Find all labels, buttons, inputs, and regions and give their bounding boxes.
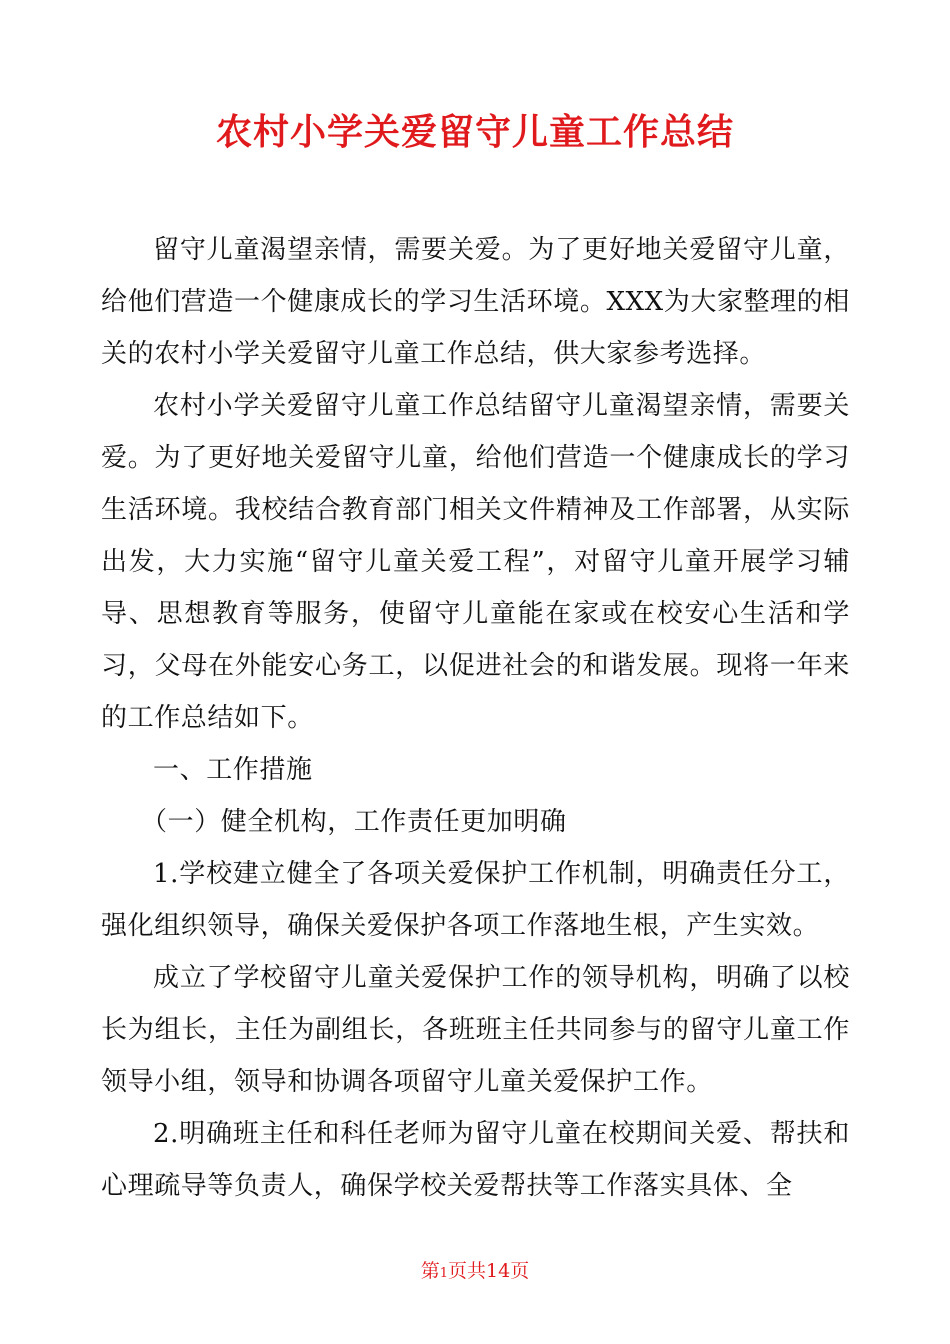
paragraph-summary: 农村小学关爱留守儿童工作总结留守儿童渴望亲情，需要关爱。为了更好地关爱留守儿童，给他们营造一个健康成长的学习生活环境。我校结合教育部门相关文件精神及工作部署，从实际出发，大力实施“留守儿童关爱工程”，对留守儿童开展学习辅导、思想教育等服务，使留守儿童能在家或在校安心生活和学习，父母在外能安心务工，以促进社会的和谐发展。现将一年来的工作总结如下。 <box>101 391 850 733</box>
page-footer <box>0 1257 950 1288</box>
paragraph-intro: 留守儿童渴望亲情，需要关爱。为了更好地关爱留守儿童，给他们营造一个健康成长的学习生活环境。XXX为大家整理的相关的农村小学关爱留守儿童工作总结，供大家参考选择。 <box>101 235 850 369</box>
paragraph-item-1: 1.学校建立健全了各项关爱保护工作机制，明确责任分工，强化组织领导，确保关爱保护各项工作落地生根，产生实效。 <box>101 859 850 941</box>
footer-page-number: 1 <box>439 1266 449 1281</box>
section-heading-measures: 一、工作措施 <box>153 755 313 785</box>
paragraph-leadership: 成立了学校留守儿童关爱保护工作的领导机构，明确了以校长为组长，主任为副组长，各班班主任共同参与的留守儿童工作领导小组，领导和协调各项留守儿童关爱保护工作。 <box>101 963 850 1097</box>
paragraph-item-2: 2.明确班主任和科任老师为留守儿童在校期间关爱、帮扶和心理疏导等负责人，确保学校关爱帮扶等工作落实具体、全 <box>101 1119 850 1201</box>
document-title: 农村小学关爱留守儿童工作总结 <box>215 112 734 153</box>
footer-suffix: 页共14页 <box>448 1260 530 1282</box>
document-body <box>101 224 850 1212</box>
footer-prefix: 第 <box>420 1260 440 1282</box>
subsection-heading-organization: （一）健全机构，工作责任更加明确 <box>141 807 567 837</box>
